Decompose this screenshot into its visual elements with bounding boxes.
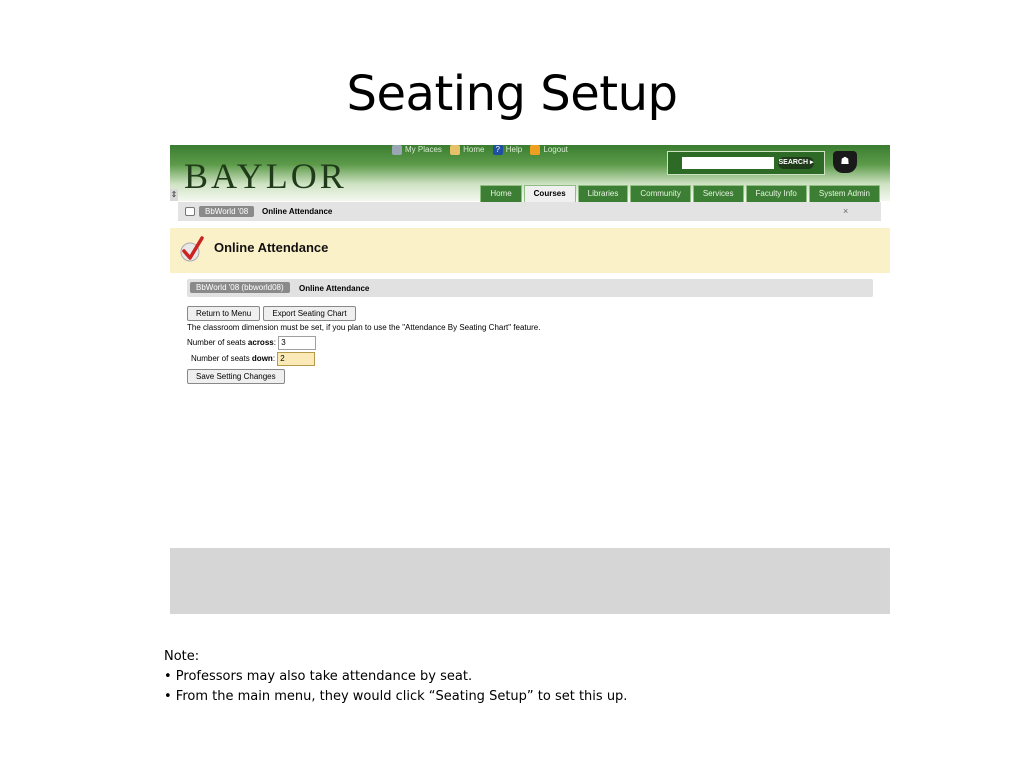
tab-system-admin[interactable]: System Admin: [809, 185, 880, 202]
portal-header: [170, 145, 890, 201]
note-heading: Note:: [164, 649, 200, 664]
user-icon: [392, 145, 402, 155]
search-area: [667, 151, 825, 175]
top-links: [392, 145, 574, 155]
seats-down-input[interactable]: 2: [277, 352, 315, 366]
inner-breadcrumb-current: Online Attendance: [299, 284, 370, 293]
breadcrumb: [178, 202, 881, 221]
note-bullet-1: • Professors may also take attendance by seat.: [164, 669, 473, 684]
tab-home[interactable]: Home: [480, 185, 521, 202]
checkmark-icon: [180, 235, 204, 263]
return-to-menu-button[interactable]: Return to Menu: [187, 306, 260, 321]
seats-across-input[interactable]: 3: [278, 336, 316, 350]
tab-community[interactable]: Community: [630, 185, 690, 202]
logout-icon: [530, 145, 540, 155]
breadcrumb-course[interactable]: BbWorld '08: [199, 206, 254, 217]
inner-breadcrumb: [187, 279, 873, 297]
expand-menu-icon[interactable]: ⇕: [170, 190, 178, 199]
note-bullet-2: • From the main menu, they would click “Seating Setup” to set this up.: [164, 689, 628, 704]
tab-libraries[interactable]: Libraries: [578, 185, 629, 202]
footer-band: [170, 548, 890, 614]
breadcrumb-current: Online Attendance: [262, 207, 333, 216]
my-places-link[interactable]: My Places: [392, 145, 442, 155]
screenshot-frame: [170, 145, 890, 614]
home-icon: [450, 145, 460, 155]
tab-services[interactable]: Services: [693, 185, 744, 202]
seats-across-row: [187, 336, 316, 350]
seats-across-label: Number of seats across:: [187, 338, 276, 348]
search-input[interactable]: [682, 157, 774, 169]
seats-down-row: [191, 352, 315, 366]
page-header: [170, 228, 890, 273]
inner-breadcrumb-course[interactable]: BbWorld '08 (bbworld08): [190, 282, 290, 293]
bear-mascot-icon: ☗: [833, 151, 857, 173]
close-icon[interactable]: ×: [843, 206, 849, 216]
slide-notes: [164, 647, 627, 707]
seats-down-label: Number of seats down:: [191, 354, 276, 364]
search-button[interactable]: SEARCH ▸: [778, 157, 814, 169]
tab-faculty-info[interactable]: Faculty Info: [746, 185, 807, 202]
baylor-logo[interactable]: BAYLOR: [184, 156, 347, 196]
help-icon: ?: [493, 145, 503, 155]
home-link[interactable]: Home: [450, 145, 484, 155]
page-title: Online Attendance: [214, 240, 329, 255]
main-tabs: [480, 185, 880, 201]
comment-icon[interactable]: [185, 207, 195, 216]
export-seating-chart-button[interactable]: Export Seating Chart: [263, 306, 355, 321]
info-text: The classroom dimension must be set, if you plan to use the "Attendance By Seating Chart" feature.: [187, 323, 541, 332]
slide-title: Seating Setup: [346, 66, 678, 122]
save-setting-changes-button[interactable]: Save Setting Changes: [187, 369, 285, 384]
help-link[interactable]: ? Help: [493, 145, 522, 155]
tab-courses[interactable]: Courses: [524, 185, 576, 202]
logout-link[interactable]: Logout: [530, 145, 567, 155]
